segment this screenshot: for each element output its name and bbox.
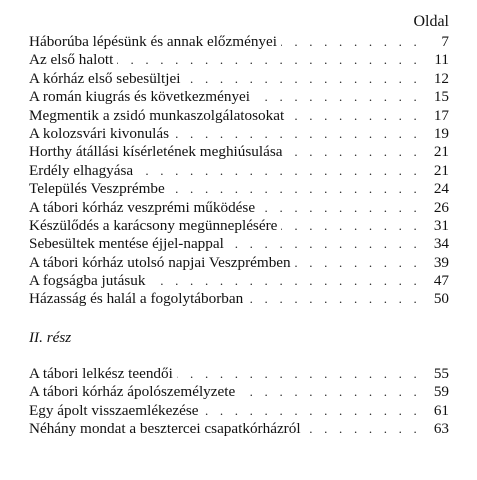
toc-entry-title: A román kiugrás és következményei xyxy=(29,88,250,106)
toc-entry xyxy=(29,33,449,51)
toc-entry xyxy=(29,217,449,235)
toc-entry-page: 50 xyxy=(433,290,449,308)
dot-leader xyxy=(286,143,421,161)
dot-leader xyxy=(259,199,421,217)
toc-entry-title: A tábori kórház ápolószemélyzete xyxy=(29,383,236,401)
dot-leader xyxy=(305,420,421,438)
toc-entry xyxy=(29,143,449,161)
toc-entry-page: 17 xyxy=(433,106,449,124)
toc-entry-page: 55 xyxy=(433,364,449,382)
dot-leader xyxy=(295,254,421,272)
toc-part-1 xyxy=(29,33,449,309)
toc-entry-title: A tábori lelkész teendői xyxy=(29,364,173,382)
toc-entry xyxy=(29,70,449,88)
toc-entry-title: A kolozsvári kivonulás xyxy=(29,124,170,142)
toc-entry-title: A kórház első sebesültjei xyxy=(29,69,181,87)
dot-leader xyxy=(177,365,421,383)
toc-part-2 xyxy=(29,365,449,439)
toc-entry xyxy=(29,162,449,180)
toc-entry xyxy=(29,420,449,438)
toc-entry-page: 31 xyxy=(433,216,449,234)
dot-leader xyxy=(254,88,421,106)
toc-entry xyxy=(29,235,449,253)
dot-leader xyxy=(281,217,421,235)
toc-entry-title: Sebesültek mentése éjjel-nappal xyxy=(29,235,224,253)
toc-entry-page: 34 xyxy=(433,235,449,253)
dot-leader xyxy=(281,33,421,51)
toc-entry-page: 19 xyxy=(433,124,449,142)
toc-entry-title: Az első halott xyxy=(29,51,114,69)
toc-entry-page: 15 xyxy=(433,88,449,106)
table-of-contents xyxy=(29,13,449,438)
toc-entry xyxy=(29,107,449,125)
toc-entry xyxy=(29,125,449,143)
toc-entry-title: Készülődés a karácsony megünneplésére xyxy=(29,216,278,234)
toc-entry-title: Néhány mondat a besztercei csapatkórházról xyxy=(29,420,301,438)
toc-entry xyxy=(29,199,449,217)
toc-entry-page: 59 xyxy=(433,383,449,401)
toc-entry-page: 11 xyxy=(434,51,449,69)
dot-leader xyxy=(288,107,421,125)
dot-leader xyxy=(247,290,421,308)
dot-leader xyxy=(203,402,421,420)
toc-entry xyxy=(29,180,449,198)
toc-entry-title: Erdély elhagyása xyxy=(29,161,134,179)
toc-entry-page: 12 xyxy=(433,69,449,87)
dot-leader xyxy=(137,162,421,180)
toc-entry-title: Település Veszprémbe xyxy=(29,180,165,198)
toc-entry xyxy=(29,51,449,69)
toc-entry xyxy=(29,88,449,106)
dot-leader xyxy=(173,125,421,143)
dot-leader xyxy=(239,383,421,401)
toc-entry xyxy=(29,383,449,401)
toc-entry-title: Horthy átállási kísérletének meghiúsulása xyxy=(29,143,283,161)
toc-entry-title: Házasság és halál a fogolytáborban xyxy=(29,290,244,308)
toc-entry xyxy=(29,290,449,308)
toc-entry xyxy=(29,272,449,290)
toc-entry-page: 21 xyxy=(433,143,449,161)
toc-entry-page: 47 xyxy=(433,272,449,290)
toc-entry-page: 39 xyxy=(433,253,449,271)
toc-entry-title: A tábori kórház veszprémi működése xyxy=(29,198,256,216)
toc-entry-page: 24 xyxy=(433,180,449,198)
toc-entry-page: 61 xyxy=(433,401,449,419)
dot-leader xyxy=(149,272,421,290)
dot-leader xyxy=(184,70,421,88)
dot-leader xyxy=(117,51,421,69)
toc-entry xyxy=(29,365,449,383)
dot-leader xyxy=(169,180,421,198)
toc-entry-page: 21 xyxy=(433,161,449,179)
toc-entry-title: Egy ápolt visszaemlékezése xyxy=(29,401,199,419)
toc-entry-page: 7 xyxy=(441,33,449,50)
toc-entry-title: Háborúba lépésünk és annak előzményei xyxy=(29,33,277,50)
dot-leader xyxy=(228,235,421,253)
toc-entry-title: A fogságba jutásuk xyxy=(29,272,146,290)
toc-entry xyxy=(29,254,449,272)
toc-entry-page: 26 xyxy=(433,198,449,216)
toc-entry-title: Megmentik a zsidó munkaszolgálatosokat xyxy=(29,106,285,124)
toc-entry xyxy=(29,402,449,420)
section-heading-part-2: II. rész xyxy=(29,328,72,346)
toc-entry-title: A tábori kórház utolsó napjai Veszprémben xyxy=(29,253,291,271)
page-column-label: Oldal xyxy=(413,13,449,30)
toc-entry-page: 63 xyxy=(433,420,449,438)
